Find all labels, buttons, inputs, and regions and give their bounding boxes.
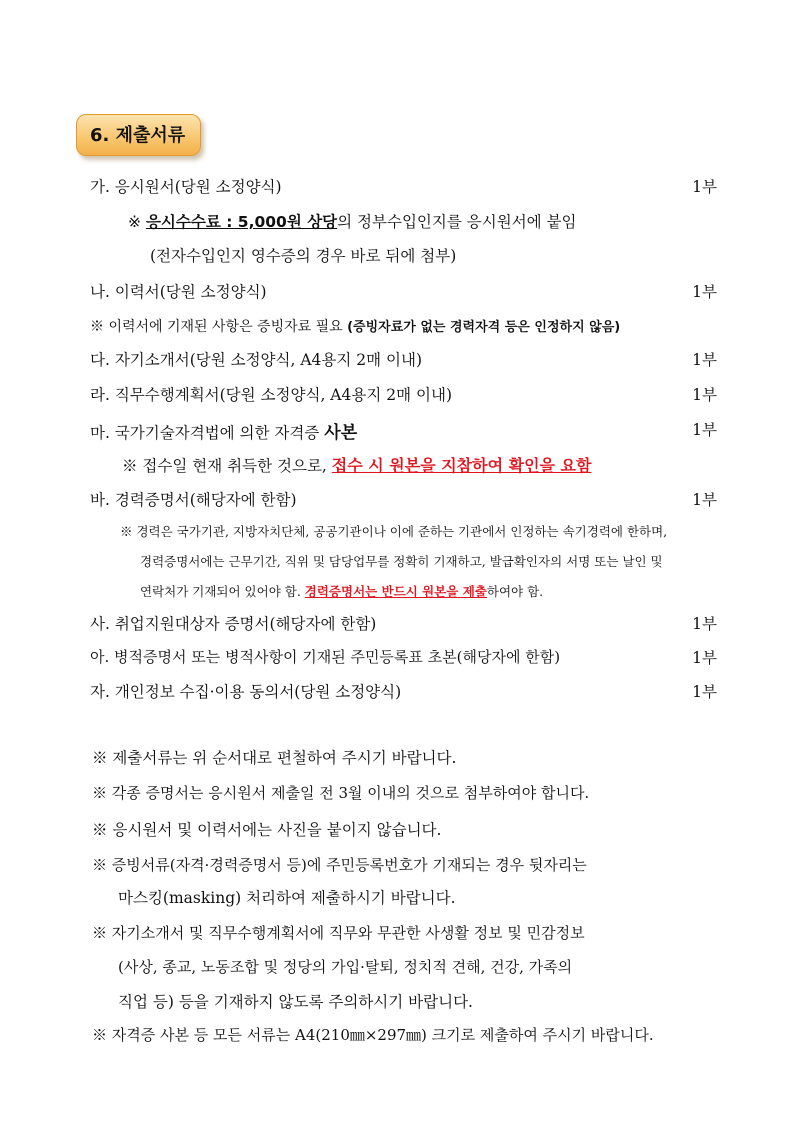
note-6: ※ 자격증 사본 등 모든 서류는 A4(210㎜×297㎜) 크기로 제출하여 주시기 바랍니다. (92, 1026, 654, 1044)
ma-note-plain: ※ 접수일 현재 취득한 것으로, (122, 457, 327, 475)
item-da-label: 다. 자기소개서(당원 소정양식, A4용지 2매 이내) (90, 351, 423, 369)
item-ja-label: 자. 개인정보 수집·이용 동의서(당원 소정양식) (90, 683, 402, 701)
item-ma-count: 1부 (692, 421, 717, 439)
item-ba-count: 1부 (692, 491, 717, 509)
na-note-bold: (증빙자료가 없는 경력자격 등은 인정하지 않음) (347, 320, 621, 335)
note-5a: ※ 자기소개서 및 직무수행계획서에 직무와 무관한 사생활 정보 및 민감정보 (92, 924, 585, 942)
note-3: ※ 응시원서 및 이력서에는 사진을 붙이지 않습니다. (92, 821, 442, 839)
item-ba-note3 (140, 582, 543, 600)
ba-note3-pre: 연락처가 기재되어 있어야 함. (140, 584, 301, 599)
item-na-count: 1부 (692, 283, 717, 301)
fee-note-text: 의 정부수입인지를 응시원서에 붙임 (337, 213, 577, 231)
item-ba-label: 바. 경력증명서(해당자에 한함) (90, 491, 297, 509)
item-a-count: 1부 (692, 649, 717, 667)
note-5b: (사상, 종교, 노동조합 및 정당의 가입·탈퇴, 정치적 견해, 건강, 가족의 (118, 958, 573, 976)
ba-note3-post: 하여야 함. (486, 584, 544, 599)
item-ga-note (128, 210, 577, 232)
na-note-plain: ※ 이력서에 기재된 사항은 증빙자료 필요 (90, 319, 343, 335)
ma-label-text: 마. 국가기술자격법에 의한 자격증 (90, 424, 320, 442)
item-na-note (90, 316, 620, 336)
item-ga-count: 1부 (692, 178, 717, 196)
item-ga-note2: (전자수입인지 영수증의 경우 바로 뒤에 첨부) (150, 247, 457, 265)
item-ba-note2: 경력증명서에는 근무기간, 직위 및 담당업무를 정확히 기재하고, 발급확인자의 서명 또는 날인 및 (140, 554, 663, 569)
item-ma-note (122, 453, 591, 476)
item-ra-label: 라. 직무수행계획서(당원 소정양식, A4용지 2매 이내) (90, 386, 452, 404)
item-da-count: 1부 (692, 351, 717, 369)
item-ga-label: 가. 응시원서(당원 소정양식) (90, 178, 282, 196)
ba-note3-red: 경력증명서는 반드시 원본을 제출 (304, 584, 487, 599)
item-ja-count: 1부 (692, 683, 717, 701)
fee-emphasis: 응시수수료 : 5,000원 상당 (145, 213, 338, 231)
item-ma-label (90, 418, 357, 443)
ma-copy-emphasis: 사본 (324, 423, 358, 443)
note-4b: 마스킹(masking) 처리하여 제출하시기 바랍니다. (118, 889, 456, 907)
note-2: ※ 각종 증명서는 응시원서 제출일 전 3월 이내의 것으로 첨부하여야 합니다. (92, 784, 590, 802)
note-mark: ※ (128, 213, 141, 231)
item-ra-count: 1부 (692, 386, 717, 404)
item-sa-count: 1부 (692, 615, 717, 633)
note-1: ※ 제출서류는 위 순서대로 편철하여 주시기 바랍니다. (92, 749, 457, 767)
item-sa-label: 사. 취업지원대상자 증명서(해당자에 한함) (90, 615, 377, 633)
note-4a: ※ 증빙서류(자격·경력증명서 등)에 주민등록번호가 기재되는 경우 뒷자리는 (92, 856, 587, 874)
item-na-label: 나. 이력서(당원 소정양식) (90, 283, 267, 301)
note-5c: 직업 등) 등을 기재하지 않도록 주의하시기 바랍니다. (118, 993, 473, 1011)
item-ba-note1: ※ 경력은 국가기관, 지방자치단체, 공공기관이나 이에 준하는 기관에서 인정하는 속기경력에 한하며, (120, 524, 668, 539)
section-title: 6. 제출서류 (90, 125, 186, 146)
item-a-label: 아. 병적증명서 또는 병적사항이 기재된 주민등록표 초본(해당자에 한함) (90, 648, 561, 666)
ma-note-red: 접수 시 원본을 지참하여 확인을 요함 (331, 456, 592, 475)
